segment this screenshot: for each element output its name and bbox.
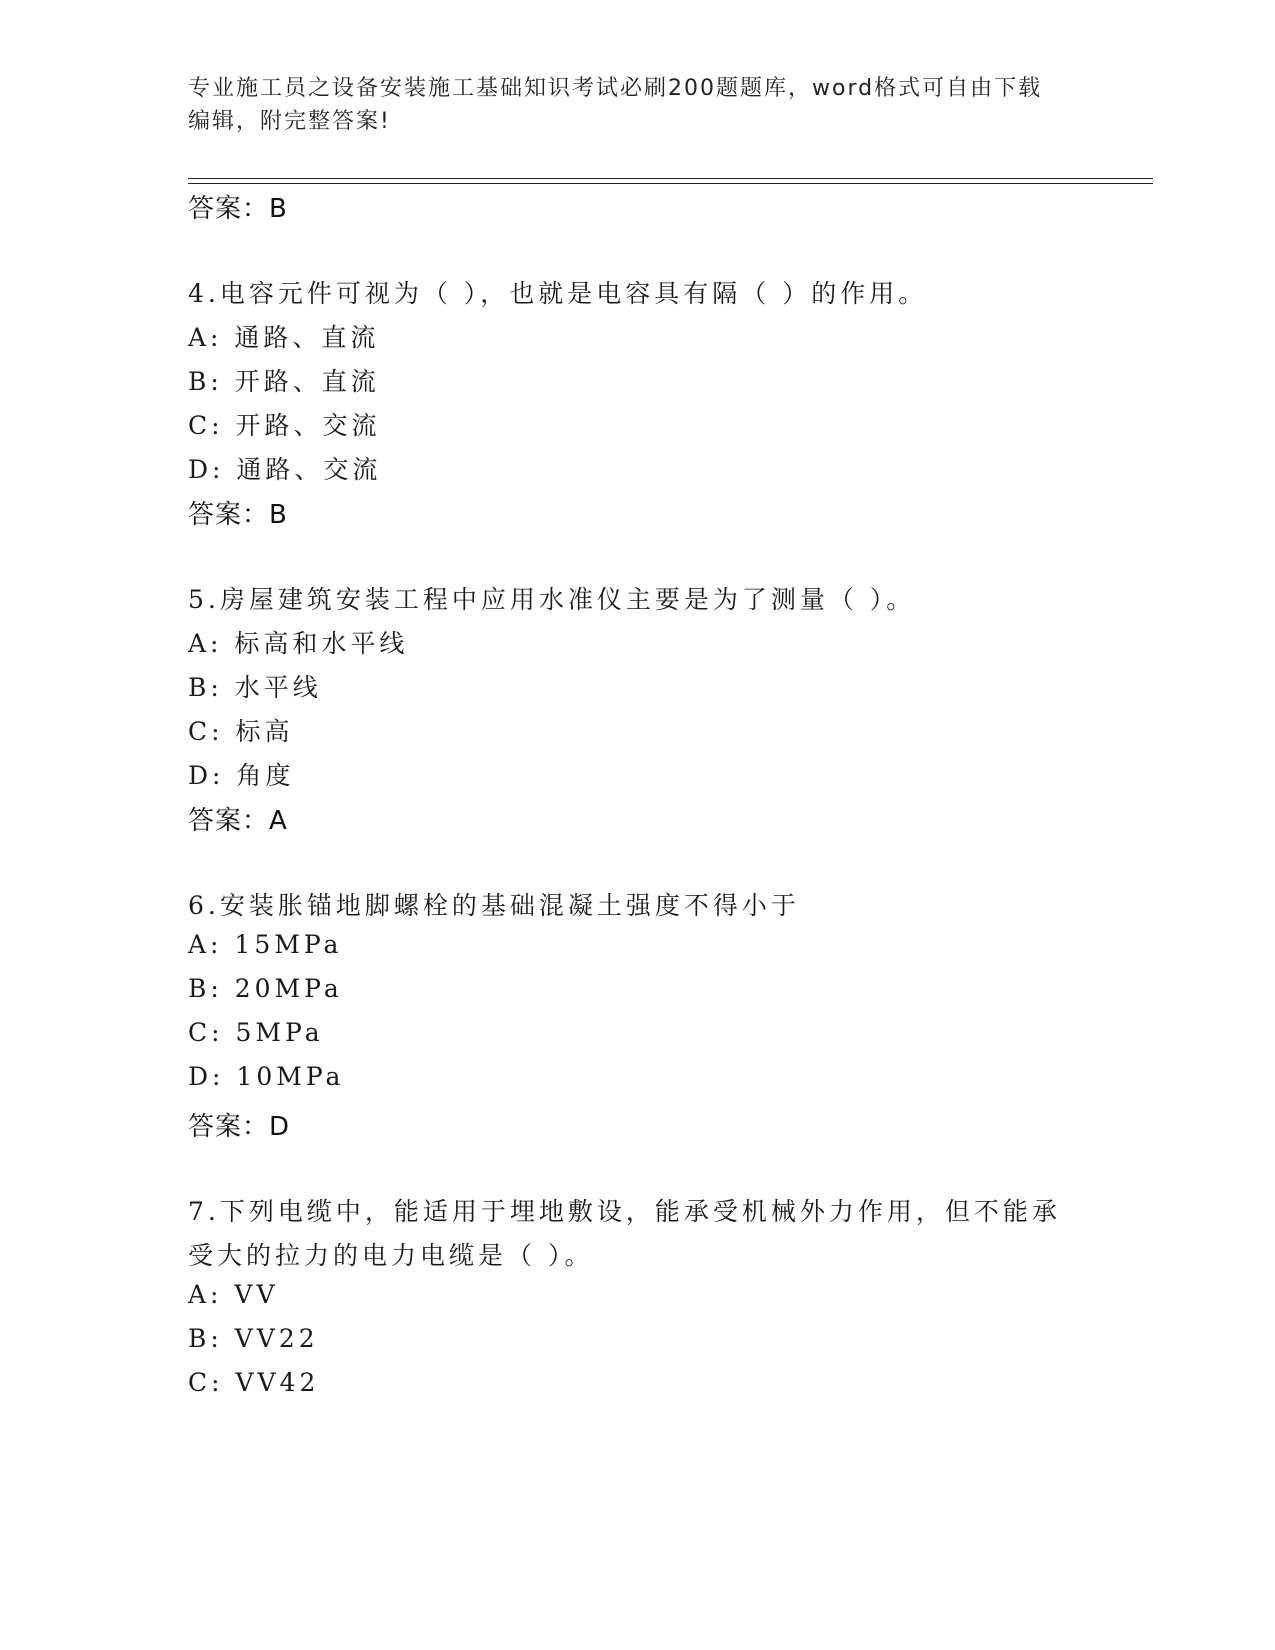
- question-6-option-d: D: 10MPa: [188, 1062, 345, 1091]
- question-4-answer: 答案：B: [188, 500, 288, 530]
- question-7-option-a: A: VV: [188, 1280, 279, 1309]
- question-5-stem: 5.房屋建筑安装工程中应用水准仪主要是为了测量（ ）。: [188, 585, 916, 614]
- question-4-option-c: C: 开路、交流: [188, 411, 381, 440]
- question-4-stem: 4.电容元件可视为（ ），也就是电容具有隔（ ）的作用。: [188, 279, 928, 308]
- question-4-option-a: A: 通路、直流: [188, 323, 380, 352]
- question-5-option-a: A: 标高和水平线: [188, 629, 409, 658]
- question-7-option-c: C: VV42: [188, 1368, 320, 1397]
- header-line-1: 专业施工员之设备安装施工基础知识考试必刷200题题库，word格式可自由下载: [188, 76, 1043, 101]
- question-7-stem-line-1: 7.下列电缆中，能适用于埋地敷设，能承受机械外力作用，但不能承: [188, 1197, 1061, 1226]
- question-6-option-c: C: 5MPa: [188, 1018, 324, 1047]
- answer-previous: 答案：B: [188, 194, 288, 224]
- header-divider-top: [188, 178, 1153, 179]
- question-7-option-b: B: VV22: [188, 1324, 319, 1353]
- header-divider-bottom: [188, 183, 1153, 184]
- question-6-answer: 答案：D: [188, 1112, 291, 1142]
- question-6-stem: 6.安装胀锚地脚螺栓的基础混凝土强度不得小于: [188, 891, 800, 920]
- question-7-stem-line-2: 受大的拉力的电力电缆是（ ）。: [188, 1241, 594, 1270]
- question-5-option-c: C: 标高: [188, 717, 294, 746]
- question-5-option-b: B: 水平线: [188, 673, 322, 702]
- question-5-answer: 答案：A: [188, 806, 288, 836]
- question-6-option-a: A: 15MPa: [188, 930, 343, 959]
- question-5-option-d: D: 角度: [188, 761, 295, 790]
- document-header: [188, 72, 1088, 138]
- question-4-option-d: D: 通路、交流: [188, 455, 382, 484]
- header-line-2: 编辑，附完整答案!: [188, 109, 391, 134]
- question-6-option-b: B: 20MPa: [188, 974, 343, 1003]
- question-4-option-b: B: 开路、直流: [188, 367, 380, 396]
